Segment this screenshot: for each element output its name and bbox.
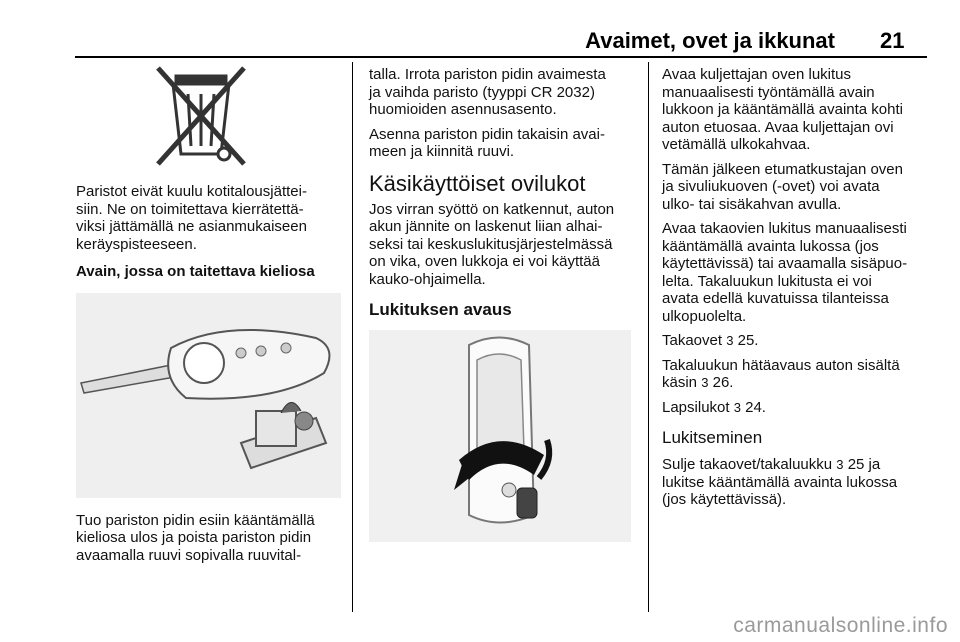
folding-key-subheading: Avain, jossa on taitettava kieliosa [76,263,315,280]
column-1 [76,66,341,571]
unlocking-heading: Lukituksen avaus [369,300,512,319]
door-handle-key-illustration [369,330,631,542]
page-number: 21 [880,28,905,53]
page-ref-icon: 3 [726,333,734,348]
header-divider [75,56,927,58]
page-ref-icon: 3 [733,399,741,415]
crossed-out-bin-icon [76,66,341,171]
column-divider-2 [648,62,649,612]
page-title: Avaimet, ovet ja ikkunat [585,28,835,53]
tailgate-emergency-ref[interactable]: Takaluukun hätäavaus auton sisältä käsin 3 26. [662,356,900,391]
recycling-paragraph: Paristot eivät kuulu kotitalousjättei- siin. Ne on toimitettava kierrätettä- viksi jättämällä ne asianmukaiseen keräyspisteeseen. [76,183,307,253]
watermark: carmanualsonline.info [733,614,948,637]
rear-doors-ref[interactable]: Takaovet 3 25. [662,332,759,349]
folding-key-illustration [76,293,341,498]
rear-doors-paragraph: Avaa takaovien lukitus manuaalisesti kääntämällä avainta lukossa (jos käytettävissä) tai avaamalla sisäpuo- lelta. Takaluukun lukitusta ei voi avata edellä kuvatuissa tilanteissa ulkopuolelta. [662,220,908,325]
battery-holder-paragraph: Tuo pariston pidin esiin kääntämällä kieliosa ulos ja poista pariston pidin avaamalla ruuvi sopivalla ruuvital- [76,511,315,564]
page-ref-icon: 3 [836,457,844,472]
manual-door-locks-heading: Käsikäyttöiset ovilukot [369,170,586,196]
battery-reinstall-paragraph: Asenna pariston pidin takaisin avai- meen ja kiinnitä ruuvi. [369,125,605,160]
battery-replace-paragraph: talla. Irrota pariston pidin avaimesta ja vaihda paristo (tyyppi CR 2032) huomioiden asennusasento. [369,66,606,118]
locking-paragraph: Sulje takaovet/takaluukku 3 25 ja lukitse kääntämällä avainta lukossa (jos käytettävissä). [662,456,898,508]
manual-locks-paragraph: Jos virran syöttö on katkennut, auton akun jännite on laskenut liian alhai- seksi tai keskuslukitusjärjestelmässä on vika, oven lukkoja ei voi käyttää kauko-ohjaimella. [369,200,615,288]
page-ref-icon: 3 [701,375,709,390]
child-locks-ref[interactable]: Lapsilukot 3 24. [662,398,766,416]
column-2 [369,66,639,542]
passenger-door-paragraph: Tämän jälkeen etumatkustajan oven ja sivuliukuoven (-ovet) voi avata ulko- tai sisäkahvan avulla. [662,160,903,213]
column-3 [662,66,932,516]
column-divider-1 [352,62,353,612]
locking-heading: Lukitseminen [662,428,763,447]
driver-door-unlock-paragraph: Avaa kuljettajan oven lukitus manuaalisesti työntämällä avain lukkoon ja kääntämällä avainta kohti auton etuosaa. Avaa kuljettajan ovi vetämällä ulkokahvaa. [662,66,903,153]
